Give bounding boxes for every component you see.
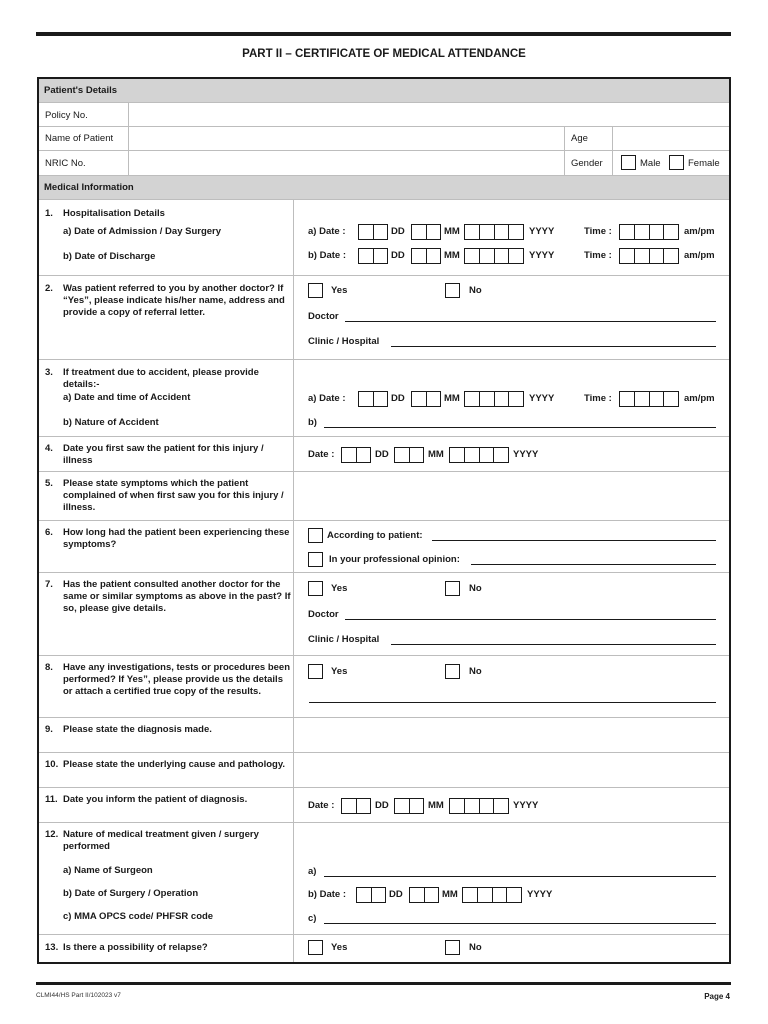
b-label: b) [308, 417, 317, 428]
yyyy-label: YYYY [527, 889, 553, 900]
yes-label: Yes [331, 942, 348, 953]
patient-details-header [39, 79, 729, 103]
yyyy-label: YYYY [529, 393, 555, 404]
q2-no-checkbox[interactable] [445, 283, 460, 298]
inform-yyyy[interactable] [449, 798, 509, 814]
patient-name-field[interactable] [129, 127, 563, 150]
q11-row [39, 788, 729, 823]
question-10: 10. Please state the underlying cause and pathology. [45, 759, 286, 770]
nric-label: NRIC No. [45, 158, 86, 169]
no-label: No [469, 583, 482, 594]
q2-yes-checkbox[interactable] [308, 283, 323, 298]
q8-row [39, 656, 729, 718]
question-2: 2. Was patient referred to you by another doctor? If “Yes”, please indicate his/her name, address and provide a copy of referral letter. [45, 283, 285, 318]
bottom-rule [36, 982, 731, 985]
ampm-label: am/pm [684, 226, 715, 237]
female-checkbox[interactable] [669, 155, 684, 170]
surgery-mm[interactable] [409, 887, 439, 903]
q8-no-checkbox[interactable] [445, 664, 460, 679]
medical-info-header [39, 176, 729, 200]
q7-clinic-line[interactable] [391, 644, 716, 645]
clinic-label: Clinic / Hospital [308, 336, 380, 347]
yes-label: Yes [331, 285, 348, 296]
age-field[interactable] [613, 127, 729, 150]
discharge-date-label: b) Date of Discharge [63, 251, 156, 262]
date-label: a) Date : [308, 393, 346, 404]
surgeon-name-label: a) Name of Surgeon [63, 865, 153, 876]
yyyy-label: YYYY [529, 226, 555, 237]
patient-name-label: Name of Patient [45, 133, 114, 144]
date-label: a) Date : [308, 226, 346, 237]
date-label: Date : [308, 800, 335, 811]
age-label: Age [571, 133, 588, 144]
q7-no-checkbox[interactable] [445, 581, 460, 596]
q2-row [39, 276, 729, 360]
first-seen-dd[interactable] [341, 447, 371, 463]
surgery-dd[interactable] [356, 887, 386, 903]
admission-date-label: a) Date of Admission / Day Surgery [63, 226, 222, 237]
question-1: 1. Hospitalisation Details [45, 208, 165, 219]
time-label: Time : [584, 226, 612, 237]
professional-opinion-label: In your professional opinion: [329, 554, 460, 565]
question-11: 11. Date you inform the patient of diagnosis. [45, 794, 248, 805]
professional-opinion-line[interactable] [471, 564, 716, 565]
dd-label: DD [375, 800, 389, 811]
dd-label: DD [375, 449, 389, 460]
according-patient-checkbox[interactable] [308, 528, 323, 543]
question-8: 8. Have any investigations, tests or procedures been performed? If Yes”, please provide us the details or attach a certified true copy of the results. [45, 662, 291, 697]
mm-label: MM [444, 250, 460, 261]
accident-dd[interactable] [358, 391, 388, 407]
no-label: No [469, 666, 482, 677]
nric-field[interactable] [129, 151, 563, 175]
professional-opinion-checkbox[interactable] [308, 552, 323, 567]
yyyy-label: YYYY [513, 449, 539, 460]
q2-clinic-line[interactable] [391, 346, 716, 347]
q4-row [39, 437, 729, 472]
opcs-code-label: c) MMA OPCS code/ PHFSR code [63, 911, 214, 922]
discharge-dd[interactable] [358, 248, 388, 264]
section-title: Medical Information [44, 182, 134, 193]
dd-label: DD [389, 889, 403, 900]
q12-row [39, 823, 729, 935]
surgery-yyyy[interactable] [462, 887, 522, 903]
form-code: CLMI44/HS Part II/102023 v7 [36, 992, 121, 999]
date-label: b) Date : [308, 889, 346, 900]
q7-doctor-line[interactable] [345, 619, 716, 620]
dd-label: DD [391, 226, 405, 237]
page-title: PART II – CERTIFICATE OF MEDICAL ATTENDANCE [242, 48, 526, 60]
date-label: Date : [308, 449, 335, 460]
admission-mm[interactable] [411, 224, 441, 240]
question-5: 5. Please state symptoms which the patient complained of when first saw you for this injury / illness. [45, 478, 284, 513]
admission-dd[interactable] [358, 224, 388, 240]
accident-mm[interactable] [411, 391, 441, 407]
medical-form [37, 77, 731, 964]
gender-label: Gender [571, 158, 603, 169]
male-checkbox[interactable] [621, 155, 636, 170]
question-13: 13. Is there a possibility of relapse? [45, 942, 208, 953]
question-12: 12. Nature of medical treatment given / surgery performed [45, 829, 259, 852]
q9-row [39, 718, 729, 753]
section-title: Patient's Details [44, 85, 118, 96]
q10-row [39, 753, 729, 788]
opcs-code-line[interactable] [324, 923, 716, 924]
q13-no-checkbox[interactable] [445, 940, 460, 955]
doctor-label: Doctor [308, 609, 339, 620]
q13-yes-checkbox[interactable] [308, 940, 323, 955]
discharge-time[interactable] [619, 248, 679, 264]
accident-date-label: a) Date and time of Accident [63, 392, 191, 403]
discharge-yyyy[interactable] [464, 248, 524, 264]
question-9: 9. Please state the diagnosis made. [45, 724, 212, 735]
policy-row [39, 103, 729, 127]
yyyy-label: YYYY [513, 800, 539, 811]
female-label: Female [688, 158, 720, 169]
no-label: No [469, 942, 482, 953]
inform-dd[interactable] [341, 798, 371, 814]
time-label: Time : [584, 393, 612, 404]
q5-row [39, 472, 729, 521]
surgeon-name-line[interactable] [324, 876, 716, 877]
policy-field[interactable] [129, 103, 729, 126]
accident-nature-label: b) Nature of Accident [63, 417, 159, 428]
q2-doctor-line[interactable] [345, 321, 716, 322]
page-number: Page 4 [704, 992, 730, 1001]
symptoms-field[interactable] [294, 472, 729, 520]
clinic-label: Clinic / Hospital [308, 634, 380, 645]
admission-time[interactable] [619, 224, 679, 240]
male-label: Male [640, 158, 661, 169]
q8-details-line[interactable] [309, 702, 716, 703]
question-4: 4. Date you first saw the patient for this injury / illness [45, 443, 264, 466]
discharge-mm[interactable] [411, 248, 441, 264]
ampm-label: am/pm [684, 250, 715, 261]
yes-label: Yes [331, 666, 348, 677]
mm-label: MM [428, 449, 444, 460]
question-3: 3. If treatment due to accident, please provide details:- [45, 367, 259, 390]
c-label: c) [308, 913, 317, 924]
a-label: a) [308, 866, 317, 877]
q3-row [39, 360, 729, 437]
q7-row [39, 573, 729, 656]
admission-yyyy[interactable] [464, 224, 524, 240]
first-seen-yyyy[interactable] [449, 447, 509, 463]
top-rule [36, 32, 731, 36]
dd-label: DD [391, 250, 405, 261]
mm-label: MM [442, 889, 458, 900]
inform-mm[interactable] [394, 798, 424, 814]
according-patient-line[interactable] [432, 540, 716, 541]
accident-yyyy[interactable] [464, 391, 524, 407]
accident-nature-line[interactable] [324, 427, 716, 428]
diagnosis-field[interactable] [294, 718, 729, 752]
time-label: Time : [584, 250, 612, 261]
ampm-label: am/pm [684, 393, 715, 404]
first-seen-mm[interactable] [394, 447, 424, 463]
accident-time[interactable] [619, 391, 679, 407]
q6-row [39, 521, 729, 573]
according-patient-label: According to patient: [327, 530, 423, 541]
cause-field[interactable] [294, 753, 729, 787]
surgery-date-label: b) Date of Surgery / Operation [63, 888, 199, 899]
q13-row [39, 935, 729, 962]
doctor-label: Doctor [308, 311, 339, 322]
no-label: No [469, 285, 482, 296]
yyyy-label: YYYY [529, 250, 555, 261]
q8-yes-checkbox[interactable] [308, 664, 323, 679]
dd-label: DD [391, 393, 405, 404]
mm-label: MM [444, 393, 460, 404]
mm-label: MM [428, 800, 444, 811]
policy-label: Policy No. [45, 110, 88, 121]
yes-label: Yes [331, 583, 348, 594]
question-6: 6. How long had the patient been experiencing these symptoms? [45, 527, 290, 550]
mm-label: MM [444, 226, 460, 237]
name-row [39, 127, 729, 151]
date-label: b) Date : [308, 250, 346, 261]
q7-yes-checkbox[interactable] [308, 581, 323, 596]
question-7: 7. Has the patient consulted another doctor for the same or similar symptoms as above in the past? If so, please give details. [45, 579, 291, 614]
q1-row [39, 200, 729, 276]
nric-row [39, 151, 729, 176]
